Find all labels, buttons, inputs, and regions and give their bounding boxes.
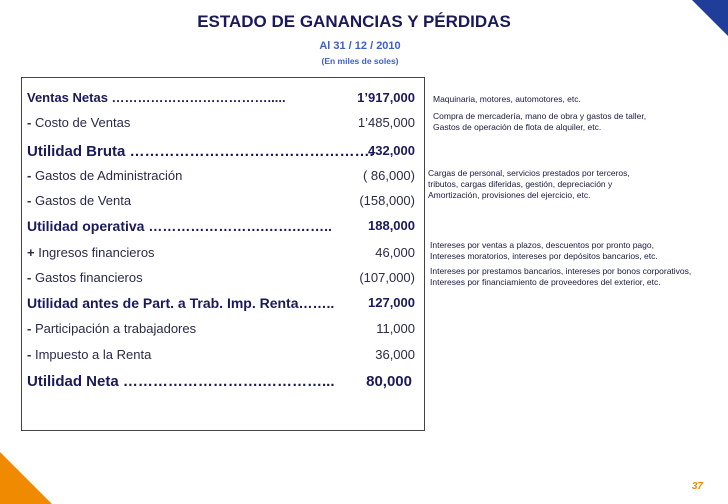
note-line: Intereses por prestamos bancarios, intereses por bonos corporativos, xyxy=(430,266,692,276)
row-sign: - xyxy=(27,168,32,183)
row-value: 1’917,000 xyxy=(357,90,415,105)
row-sign: - xyxy=(27,321,32,336)
row-costo-ventas xyxy=(27,115,415,135)
row-sign: - xyxy=(27,115,32,130)
row-ventas-netas xyxy=(27,90,415,110)
row-label: Utilidad antes de Part. a Trab. Imp. Renta…….. xyxy=(27,295,335,311)
row-label: Utilidad operativa …………………….…….…….. xyxy=(27,218,332,234)
note-line: Cargas de personal, servicios prestados por terceros, xyxy=(428,168,630,178)
row-label: Ingresos financieros xyxy=(34,245,155,260)
note-line: Amortización, provisiones del ejercicio, etc. xyxy=(428,190,591,200)
row-label: Utilidad Neta ……………………….…………... xyxy=(27,373,335,390)
note-costo-ventas xyxy=(433,111,646,133)
note-line: Gastos de operación de flota de alquiler, etc. xyxy=(433,122,602,132)
units-note: (En miles de soles) xyxy=(321,56,399,66)
note-gastos xyxy=(428,168,630,201)
row-label: Participación a trabajadores xyxy=(31,321,197,336)
row-value: 46,000 xyxy=(375,245,415,260)
row-label: Gastos financieros xyxy=(31,270,143,285)
statement-date: Al 31 / 12 / 2010 xyxy=(319,40,401,52)
row-value: 127,000 xyxy=(368,295,415,310)
row-sign: - xyxy=(27,270,32,285)
row-label: Gastos de Administración xyxy=(31,168,183,183)
row-impuesto-renta xyxy=(27,347,415,367)
note-ingresos-financieros xyxy=(430,240,658,262)
row-value: (158,000) xyxy=(359,193,415,208)
row-label: Gastos de Venta xyxy=(31,193,132,208)
row-sign: + xyxy=(27,245,35,260)
note-line: Maquinaria, motores, automotores, etc. xyxy=(433,94,581,104)
row-value: ( 86,000) xyxy=(362,168,415,183)
row-gastos-financieros xyxy=(27,270,415,290)
note-line: Intereses por ventas a plazos, descuentos por pronto pago, xyxy=(430,240,654,250)
row-sign: - xyxy=(27,193,32,208)
row-value: 432,000 xyxy=(368,143,415,158)
row-utilidad-antes-part xyxy=(27,295,415,315)
page-title: ESTADO DE GANANCIAS Y PÉRDIDAS xyxy=(197,12,511,31)
row-participacion-trabajadores xyxy=(27,321,415,341)
row-utilidad-operativa xyxy=(27,218,415,238)
note-line: tributos, cargas diferidas, gestión, depreciación y xyxy=(428,179,613,189)
row-value: 11,000 xyxy=(376,321,415,336)
row-value: 188,000 xyxy=(368,218,415,233)
row-label: Impuesto a la Renta xyxy=(31,347,152,362)
row-ingresos-financieros xyxy=(27,245,415,265)
note-line: Compra de mercadería, mano de obra y gastos de taller, xyxy=(433,111,647,121)
row-value: 36,000 xyxy=(375,347,415,362)
note-line: Intereses por financiamiento de proveedores del exterior, etc. xyxy=(430,277,661,287)
row-value: (107,000) xyxy=(359,270,415,285)
row-sign: - xyxy=(27,347,32,362)
row-label: Ventas Netas ………………………………..... xyxy=(27,90,286,105)
corner-decoration-bottom-left xyxy=(0,452,52,504)
row-value: 1’485,000 xyxy=(357,115,415,130)
row-utilidad-bruta xyxy=(27,143,415,163)
note-line: Intereses moratorios, intereses por depósitos bancarios, etc. xyxy=(430,251,658,261)
row-utilidad-neta xyxy=(27,373,412,393)
row-label: Utilidad Bruta …………………………………………. xyxy=(27,143,374,160)
note-ventas xyxy=(433,94,581,105)
note-gastos-financieros xyxy=(430,266,691,288)
row-gastos-venta xyxy=(27,193,415,213)
row-value: 80,000 xyxy=(366,373,412,390)
row-gastos-administracion xyxy=(27,168,415,188)
page-number: 37 xyxy=(691,481,703,492)
row-label: Costo de Ventas xyxy=(31,115,131,130)
